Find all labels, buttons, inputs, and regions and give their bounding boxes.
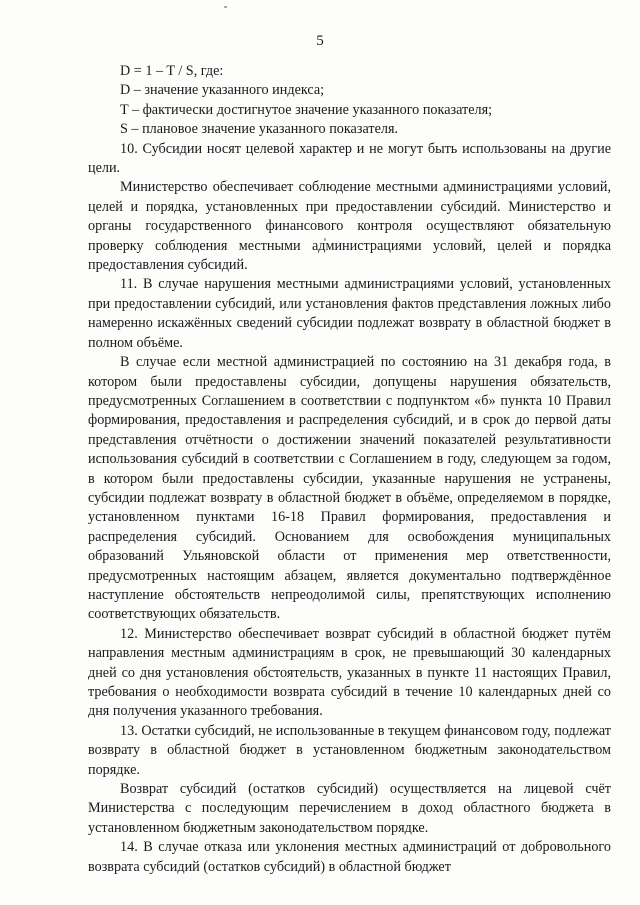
scan-speck [224, 6, 227, 8]
document-body [88, 62, 611, 877]
paragraph-violation-return: В случае если местной администрацией по состоянию на 31 декабря года, в котором были предоставлены субсидии, допущены нарушения обязательств, предусмотренных Соглашением в соответствии с подпунктом «б» пункта 10 Правил формирования, предоставления и распределения субсидий, и в срок до первой даты представления отчётности о достижении значений показателей результативности использования субсидий в соответствии с Соглашением в году, следующем за годом, в котором были предоставлены субсидии, указанные нарушения не устранены, субсидии подлежат возврату в областной бюджет в объёме, определяемом в порядке, установленном пунктами 16-18 Правил формирования, предоставления и распределения субсидий. Основанием для освобождения муниципальных образований Ульяновской области от применения мер ответственности, предусмотренных настоящим абзацем, является документально подтверждённое наступление обстоятельств непреодолимой силы, препятствующих исполнению соответствующих обязательств. [88, 354, 611, 623]
paragraph-11: 11. В случае нарушения местными администрациями условий, установленных при предоставлении субсидий, или установления фактов представления ложных либо намеренно искажённых сведений субсидии подлежат возврату в областной бюджет в полном объёме. [88, 276, 611, 351]
paragraph-13: 13. Остатки субсидий, не использованные в текущем финансовом году, подлежат возврату в областной бюджет в установленном бюджетным законодательством порядке. [88, 722, 611, 778]
paragraph-12: 12. Министерство обеспечивает возврат субсидий в областной бюджет путём направления местным администрациям в срок, не превышающий 30 календарных дней со дня установления обстоятельств, указанных в пункте 11 настоящих Правил, требования о необходимости возврата субсидий в течение 10 календарных дней со дня получения указанного требования. [88, 625, 611, 720]
formula-definition: S – плановое значение указанного показателя. [120, 121, 399, 138]
formula-equation: D = 1 – T / S, где: [120, 63, 224, 79]
paragraph-ministry-control: Министерство обеспечивает соблюдение местными администрациями условий, целей и порядка, установленных при предоставлении субсидий. Министерство и органы государственного финансового контроля осуществляют обязательную проверку соблюдения местными администрациями условий, целей и порядка предоставления субсидий. [88, 179, 611, 274]
paragraph-10: 10. Субсидии носят целевой характер и не могут быть использованы на другие цели. [88, 140, 611, 177]
paragraph-14: 14. В случае отказа или уклонения местных администраций от добровольного возврата субсидий (остатков субсидий) в областной бюджет [88, 839, 611, 875]
formula-definition: T – фактически достигнутое значение указанного показателя; [120, 101, 493, 118]
paragraph-return-account: Возврат субсидий (остатков субсидий) осуществляется на лицевой счёт Министерства с последующим перечислением в доход областного бюджета в установленном бюджетным законодательством порядке. [88, 781, 611, 836]
formula-definition: D – значение указанного индекса; [120, 82, 325, 99]
page-number: 5 [316, 33, 324, 49]
